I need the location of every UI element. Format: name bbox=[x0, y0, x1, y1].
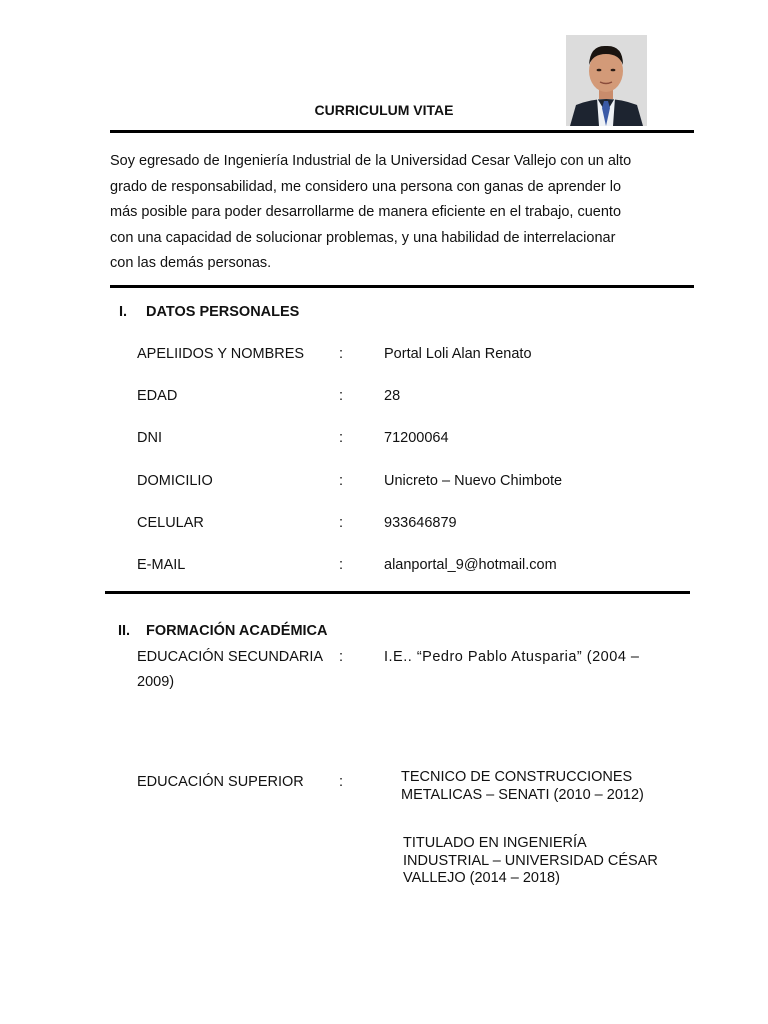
colon: : bbox=[339, 515, 344, 531]
personal-divider bbox=[105, 591, 690, 594]
portrait-image bbox=[566, 35, 647, 126]
label-domicilio: DOMICILIO bbox=[137, 473, 213, 489]
header-divider bbox=[110, 130, 694, 133]
entry-line: TITULADO EN INGENIERÍA bbox=[403, 835, 587, 851]
document-title: CURRICULUM VITAE bbox=[314, 102, 454, 118]
label-educacion-superior: EDUCACIÓN SUPERIOR bbox=[137, 774, 304, 790]
value-educacion-secundaria: I.E.. “Pedro Pablo Atusparia” (2004 – bbox=[384, 649, 640, 665]
intro-line: con una capacidad de solucionar problemas, y una habilidad de interrelacionar bbox=[110, 229, 616, 246]
colon: : bbox=[339, 388, 344, 404]
label-celular: CELULAR bbox=[137, 515, 204, 531]
section-title-datos-personales: DATOS PERSONALES bbox=[146, 304, 300, 320]
section-number: I. bbox=[119, 304, 128, 320]
value-nombres: Portal Loli Alan Renato bbox=[384, 346, 532, 362]
higher-education-entry bbox=[403, 835, 658, 888]
colon: : bbox=[339, 473, 344, 489]
label-email: E-MAIL bbox=[137, 557, 186, 573]
value-domicilio: Unicreto – Nuevo Chimbote bbox=[384, 473, 563, 489]
value-dni: 71200064 bbox=[384, 430, 449, 446]
intro-divider bbox=[110, 285, 694, 288]
value-edad: 28 bbox=[384, 388, 401, 404]
colon: : bbox=[339, 557, 344, 573]
section-number: II. bbox=[118, 623, 131, 639]
colon: : bbox=[339, 649, 344, 665]
entry-line: VALLEJO (2014 – 2018) bbox=[403, 870, 560, 886]
entry-line: TECNICO DE CONSTRUCCIONES bbox=[401, 769, 633, 785]
label-educacion-secundaria: EDUCACIÓN SECUNDARIA bbox=[137, 649, 324, 665]
value-educacion-secundaria-continuation: 2009) bbox=[137, 674, 175, 690]
label-nombres: APELIIDOS Y NOMBRES bbox=[137, 346, 305, 362]
profile-photo bbox=[566, 35, 647, 126]
entry-line: METALICAS – SENATI (2010 – 2012) bbox=[401, 786, 644, 803]
value-email: alanportal_9@hotmail.com bbox=[384, 557, 557, 573]
colon: : bbox=[339, 430, 344, 446]
higher-education-entry bbox=[401, 769, 644, 804]
intro-line: grado de responsabilidad, me considero una persona con ganas de aprender lo bbox=[110, 178, 622, 195]
intro-line: con las demás personas. bbox=[110, 255, 272, 271]
label-dni: DNI bbox=[137, 430, 162, 446]
entry-line: INDUSTRIAL – UNIVERSIDAD CÉSAR bbox=[403, 852, 658, 869]
label-edad: EDAD bbox=[137, 388, 178, 404]
intro-line: Soy egresado de Ingeniería Industrial de la Universidad Cesar Vallejo con un alto bbox=[110, 153, 632, 169]
colon: : bbox=[339, 346, 344, 362]
intro-paragraph bbox=[110, 149, 660, 277]
section-title-formacion-academica: FORMACIÓN ACADÉMICA bbox=[146, 623, 328, 639]
value-celular: 933646879 bbox=[384, 515, 457, 531]
intro-line: más posible para poder desarrollarme de manera eficiente en el trabajo, cuento bbox=[110, 204, 622, 220]
colon: : bbox=[339, 774, 344, 790]
